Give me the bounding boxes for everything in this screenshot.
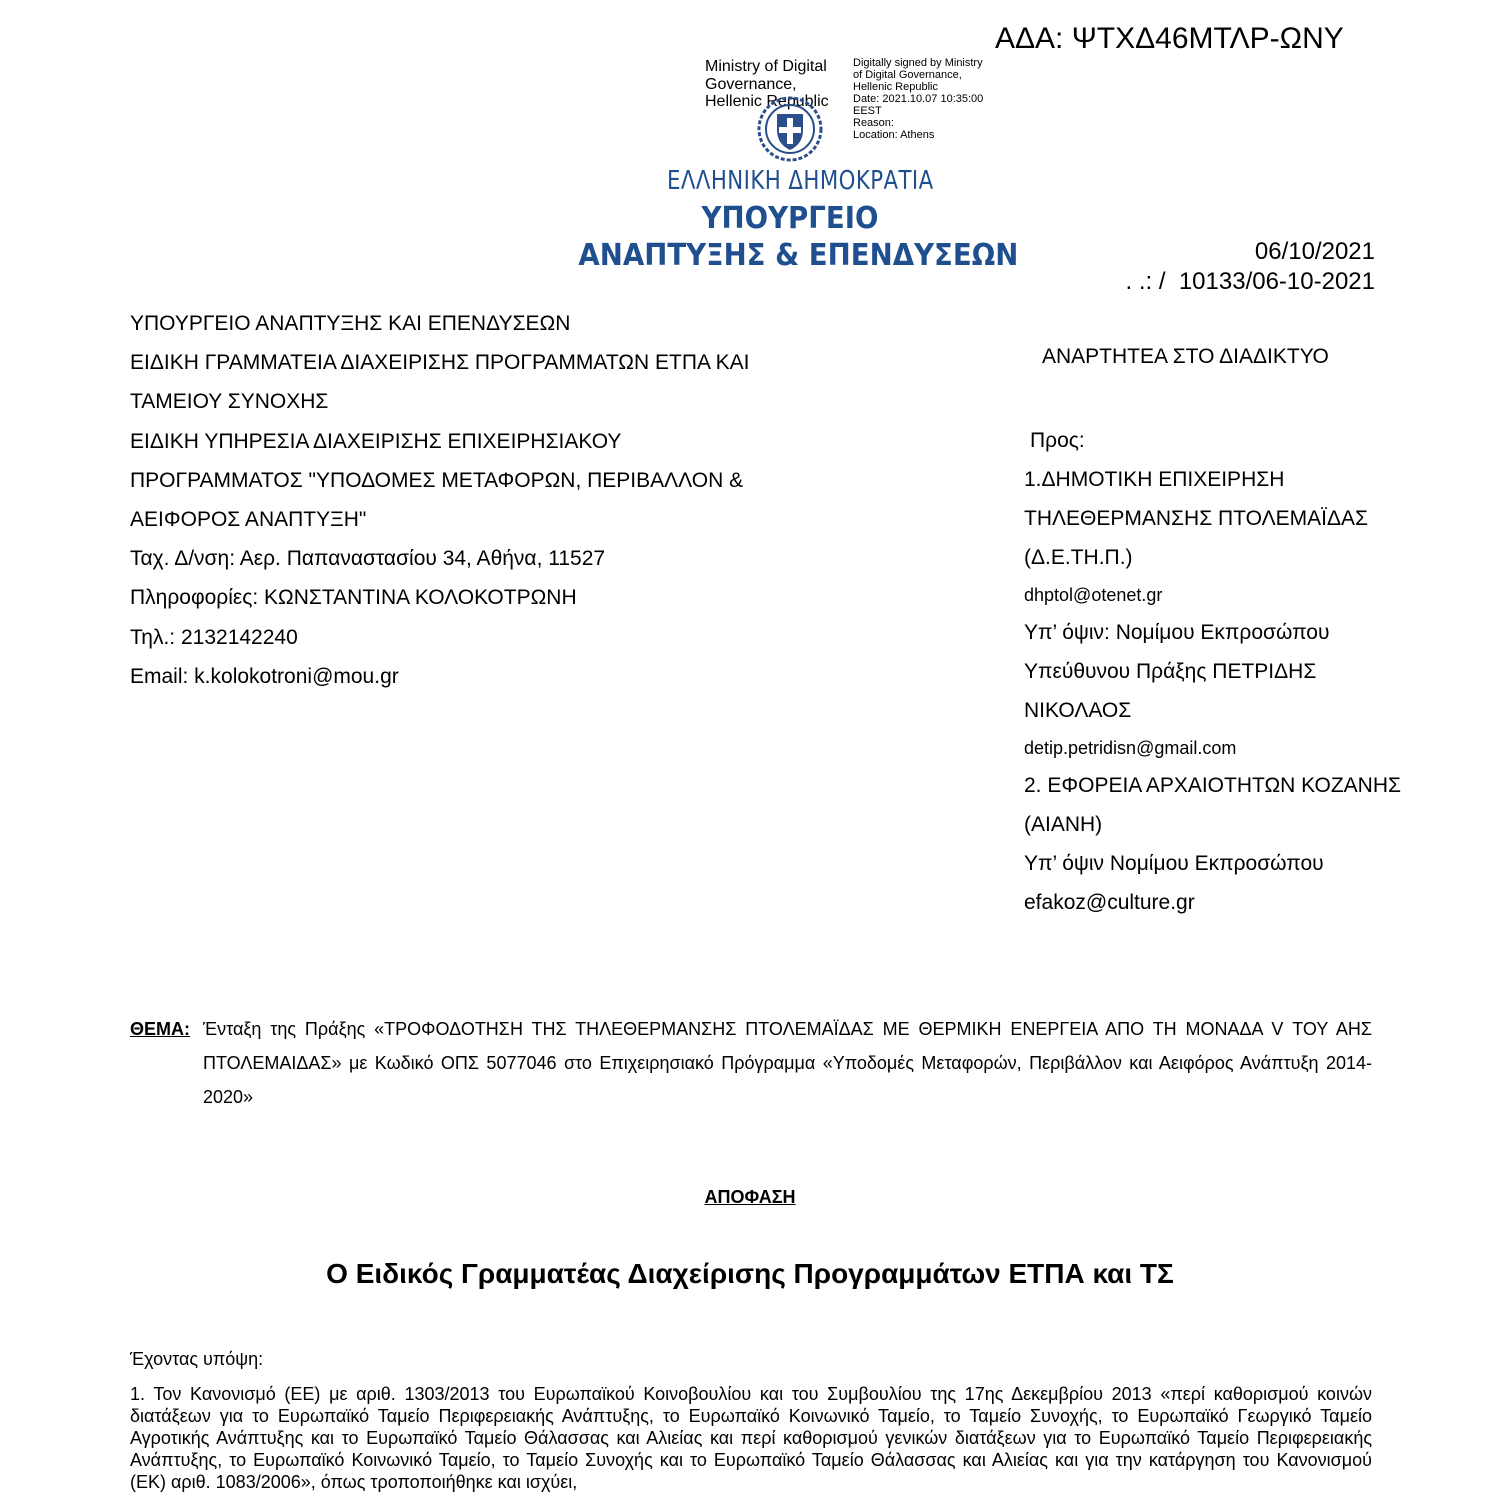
header-ministry-name: ΑΝΑΠΤΥΞΗΣ & ΕΠΕΝΔΥΣΕΩΝ: [578, 238, 1019, 273]
recipient-email: dhptol@otenet.gr: [1024, 585, 1163, 605]
sender-line: ΑΕΙΦΟΡΟΣ ΑΝΑΠΤΥΞΗ": [130, 508, 367, 532]
sender-line: ΕΙΔΙΚΗ ΓΡΑΜΜΑΤΕΙΑ ΔΙΑΧΕΙΡΙΣΗΣ ΠΡΟΓΡΑΜΜΑΤΩΝ ΕΤΠΑ ΚΑΙ: [130, 351, 750, 375]
header-republic: ΕΛΛΗΝΙΚΗ ΔΗΜΟΚΡΑΤΙΑ: [667, 166, 934, 196]
recipient-line: 2. ΕΦΟΡΕΙΑ ΑΡΧΑΙΟΤΗΤΩΝ ΚΟΖΑΝΗΣ: [1024, 774, 1401, 797]
subject-label: ΘΕΜΑ:: [130, 1019, 190, 1039]
recipients-label: Προς:: [1030, 429, 1085, 452]
signature-signer-line: Ministry of Digital: [705, 58, 827, 75]
recipient-line: Υπεύθυνου Πράξης ΠΕΤΡΙΔΗΣ: [1024, 660, 1317, 683]
sender-address: Ταχ. Δ/νση: Αερ. Παπαναστασίου 34, Αθήνα, 11527: [130, 547, 606, 571]
sender-line: ΕΙΔΙΚΗ ΥΠΗΡΕΣΙΑ ΔΙΑΧΕΙΡΙΣΗΣ ΕΠΙΧΕΙΡΗΣΙΑΚΟΥ: [130, 429, 622, 453]
document-date: 06/10/2021: [1254, 238, 1375, 265]
signature-detail-line: Reason:: [853, 117, 894, 129]
recipient-line: (Δ.Ε.ΤΗ.Π.): [1024, 546, 1133, 569]
recipient-line: Υπ’ όψιν: Νομίμου Εκπροσώπου: [1024, 621, 1330, 644]
sender-line: ΠΡΟΓΡΑΜΜΑΤΟΣ "ΥΠΟΔΟΜΕΣ ΜΕΤΑΦΟΡΩΝ, ΠΕΡΙΒΑΛΛΟΝ &: [130, 468, 744, 492]
considering-label: Έχοντας υπόψη:: [130, 1349, 264, 1369]
subject-text: Ένταξη της Πράξης «ΤΡΟΦΟΔΟΤΗΣΗ ΤΗΣ ΤΗΛΕΘΕΡΜΑΝΣΗΣ ΠΤΟΛΕΜΑΪΔΑΣ ΜΕ ΘΕΡΜΙΚΗ ΕΝΕΡΓΕΙΑ ΑΠΟ ΤΗ ΜΟΝΑΔΑ V ΤΟΥ ΑΗΣ ΠΤΟΛΕΜΑΙΔΑΣ» με Κωδικό ΟΠΣ 5077046 στο Επιχειρησιακό Πρόγραμμα «Υποδομές Μεταφορών, Περιβάλλον και Αειφόρος Ανάπτυξη 2014-2020»: [203, 1019, 1372, 1107]
signature-detail-line: Date: 2021.10.07 10:35:00: [853, 93, 984, 105]
recipient-line: (ΑΙΑΝΗ): [1024, 813, 1103, 836]
signature-signer-line: Hellenic Republic: [705, 93, 829, 110]
greek-seal-icon: [757, 96, 823, 162]
signature-detail-line: Location: Athens: [853, 129, 935, 141]
protocol-number: . .: / 10133/06-10-2021: [1125, 268, 1375, 295]
header-ministry: ΥΠΟΥΡΓΕΙΟ: [701, 201, 879, 236]
recipient-line: 1.ΔΗΜΟΤΙΚΗ ΕΠΙΧΕΙΡΗΣΗ: [1024, 468, 1285, 491]
recipient-line: ΤΗΛΕΘΕΡΜΑΝΣΗΣ ΠΤΟΛΕΜΑΪΔΑΣ: [1024, 507, 1368, 530]
recipient-line: ΝΙΚΟΛΑΟΣ: [1024, 699, 1132, 722]
main-title: Ο Ειδικός Γραμματέας Διαχείρισης Προγραμμάτων ΕΤΠΑ και ΤΣ: [326, 1258, 1174, 1289]
recipient-email: detip.petridisn@gmail.com: [1024, 738, 1237, 758]
recipient-email: efakoz@culture.gr: [1024, 891, 1195, 914]
sender-email: Email: k.kolokotroni@mou.gr: [130, 664, 399, 688]
signature-detail-line: EEST: [853, 105, 882, 117]
subject-block: [130, 1012, 1372, 1107]
sender-line: ΤΑΜΕΙΟΥ ΣΥΝΟΧΗΣ: [130, 390, 329, 414]
ada-code: ΑΔΑ: ΨΤΧΔ46ΜΤΛΡ-ΩΝΥ: [995, 22, 1344, 55]
sender-line: ΥΠΟΥΡΓΕΙΟ ΑΝΑΠΤΥΞΗΣ ΚΑΙ ΕΠΕΝΔΥΣΕΩΝ: [130, 312, 571, 335]
signature-detail-line: Hellenic Republic: [853, 81, 938, 93]
paragraph-1: 1. Τον Κανονισμό (ΕΕ) με αριθ. 1303/2013 του Ευρωπαϊκού Κοινοβουλίου και του Συμβουλίου της 17ης Δεκεμβρίου 2013 «περί καθορισμού κοινών διατάξεων για το Ευρωπαϊκό Ταμείο Περιφερειακής Ανάπτυξης, το Ευρωπαϊκό Κοινωνικό Ταμείο, το Ταμείο Συνοχής, το Ευρωπαϊκό Γεωργικό Ταμείο Αγροτικής Ανάπτυξης και το Ευρωπαϊκό Ταμείο Θάλασσας και Αλιείας και περί καθορισμού γενικών διατάξεων για το Ευρωπαϊκό Ταμείο Περιφερειακής Ανάπτυξης, το Ευρωπαϊκό Κοινωνικό Ταμείο, το Ταμείο Συνοχής και το Ευρωπαϊκό Ταμείο Θάλασσας και Αλιείας και για την κατάργηση του Κανονισμού (ΕΚ) αριθ. 1083/2006», όπως τροποποιήθηκε και ισχύει,: [130, 1384, 1372, 1492]
recipient-line: Υπ’ όψιν Νομίμου Εκπροσώπου: [1024, 852, 1324, 875]
publish-note: ΑΝΑΡΤΗΤΕΑ ΣΤΟ ΔΙΑΔΙΚΤΥΟ: [1042, 345, 1329, 368]
signature-details: [853, 57, 983, 141]
signature-detail-line: Digitally signed by Ministry: [853, 57, 983, 69]
signature-detail-line: of Digital Governance,: [853, 69, 962, 81]
decision-heading-text: ΑΠΟΦΑΣΗ: [704, 1187, 796, 1207]
sender-phone: Τηλ.: 2132142240: [130, 625, 298, 649]
recipients-block: [1024, 421, 1484, 922]
sender-block: [130, 304, 850, 696]
decision-heading: [0, 1187, 1500, 1208]
sender-contact-person: Πληροφορίες: ΚΩΝΣΤΑΝΤΙΝΑ ΚΟΛΟΚΟΤΡΩΝΗ: [130, 586, 577, 610]
signature-signer-line: Governance,: [705, 75, 797, 93]
